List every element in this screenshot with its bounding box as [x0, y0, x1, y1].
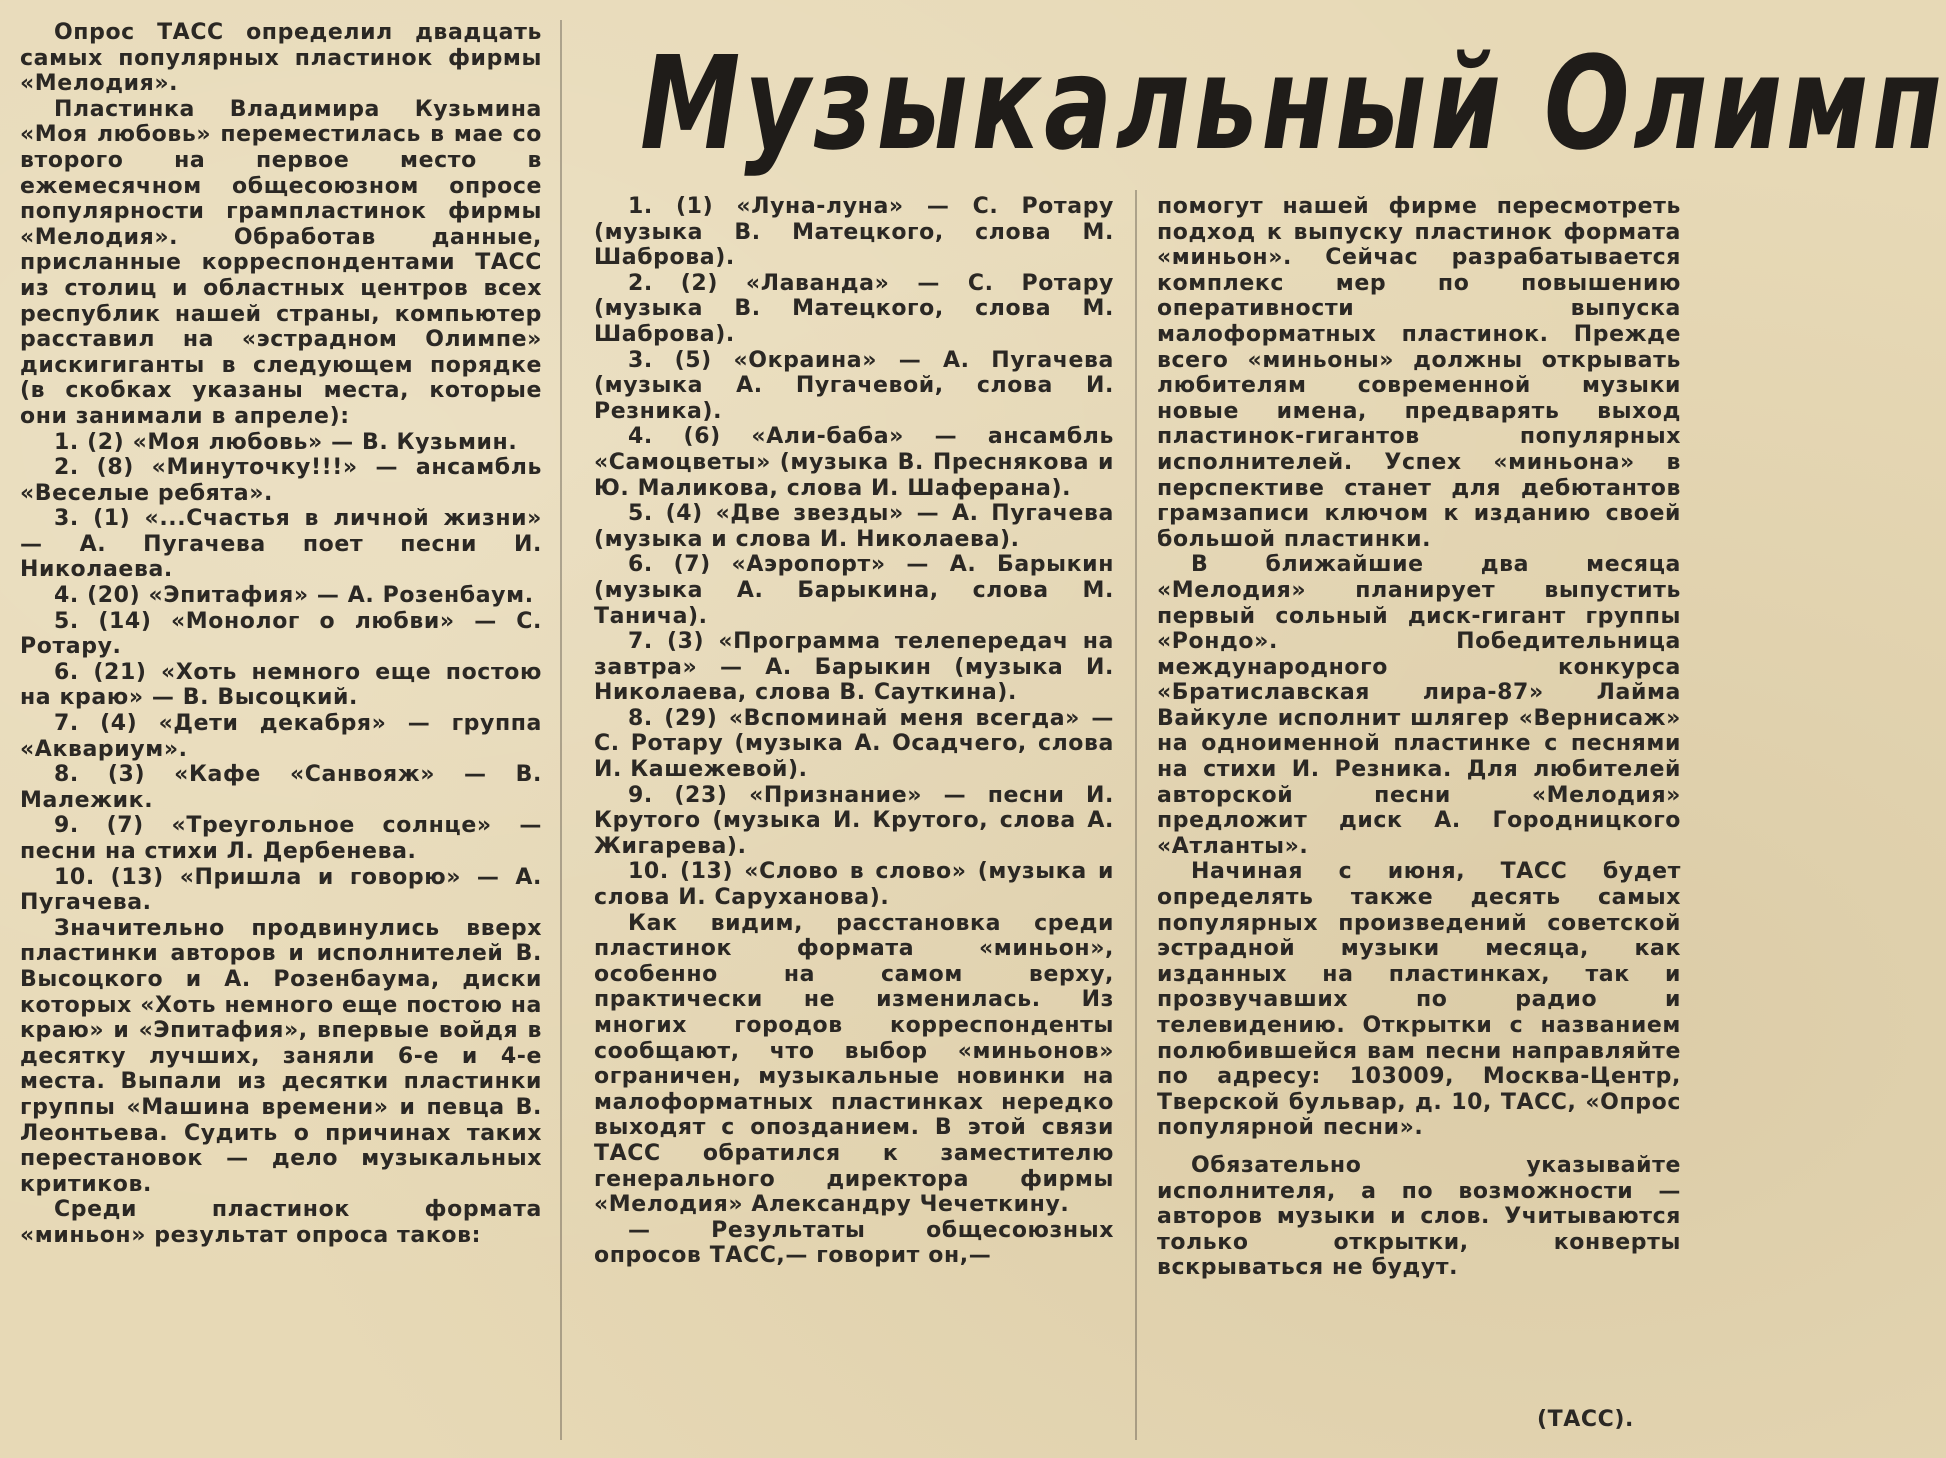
body-paragraph: Обязательно указывайте исполнителя, а по возможности — авторов музыки и слов. Учитываются только открытки, конверты вскрываться не будут. — [1157, 1152, 1681, 1281]
chart-entry: 7. (4) «Дети декабря» — группа «Аквариум». — [20, 711, 542, 762]
column-divider — [1135, 190, 1137, 1440]
minion-entry: 8. (29) «Вспоминай меня всегда» — С. Ротару (музыка А. Осадчего, слова И. Кашежевой). — [594, 705, 1114, 783]
minion-entry: 1. (1) «Луна-луна» — С. Ротару (музыка В. Матецкого, слова М. Шаброва). — [594, 194, 1114, 271]
body-paragraph: Значительно продвинулись вверх пластинки авторов и исполнителей В. Высоцкого и А. Розенбаума, диски которых «Хоть немного еще постою на краю» и «Эпитафия», впервые войдя в десятку лучших, заняли 6-е и 4-е места. Выпали из десятки пластинки группы «Машина времени» и певца В. Леонтьева. Судить о причинах таких перестановок — дело музыкальных критиков. — [20, 915, 542, 1197]
body-paragraph: Начиная с июня, ТАСС будет определять также десять самых популярных произведений советской эстрадной музыки месяца, как изданных на пластинках, так и прозвучавших по радио и телевидению. Открытки с названием полюбившейся вам песни направляйте по адресу: 103009, Москва-Центр, Тверской бульвар, д. 10, ТАСС, «Опрос популярной песни». — [1157, 859, 1681, 1141]
minion-entry: 5. (4) «Две звезды» — А. Пугачева (музыка и слова И. Николаева). — [594, 501, 1114, 552]
body-paragraph: Как видим, расстановка среди пластинок формата «миньон», особенно на самом верху, практически не изменилась. Из многих городов корреспонденты сообщают, что выбор «миньонов» ограничен, музыкальные новинки на малоформатных пластинках нередко выходят с опозданием. В этой связи ТАСС обратился к заместителю генерального директора фирмы «Мелодия» Александру Чечеткину. — [594, 910, 1114, 1218]
minion-entry: 2. (2) «Лаванда» — С. Ротару (музыка В. Матецкого, слова М. Шаброва). — [594, 270, 1114, 347]
minion-entry: 3. (5) «Окраина» — А. Пугачева (музыка А. Пугачевой, слова И. Резника). — [594, 347, 1114, 424]
minion-entry: 7. (3) «Программа телепередач на завтра» — А. Барыкин (музыка И. Николаева, слова В. Сауткина). — [594, 629, 1114, 706]
chart-entry: 6. (21) «Хоть немного еще постою на краю» — В. Высоцкий. — [20, 659, 542, 711]
minion-entry: 10. (13) «Слово в слово» (музыка и слова И. Саруханова). — [594, 859, 1114, 911]
chart-entry: 2. (8) «Минуточку!!!» — ансамбль «Веселые ребята». — [20, 455, 542, 506]
chart-entry: 10. (13) «Пришла и говорю» — А. Пугачева. — [20, 864, 542, 916]
chart-entry: 5. (14) «Монолог о любви» — С. Ротару. — [20, 608, 542, 660]
agency-signoff: (ТАСС). — [1537, 1407, 1634, 1432]
paragraph-gap — [1157, 1141, 1681, 1153]
body-paragraph: Пластинка Владимира Кузьмина «Моя любовь» переместилась в мае со второго на первое место в ежемесячном общесоюзном опросе популярности грампластинок фирмы «Мелодия». Обработав данные, присланные корреспондентами ТАСС из столиц и областных центров всех республик нашей страны, компьютер расставил на «эстрадном Олимпе» дискигиганты в следующем порядке (в скобках указаны места, которые они занимали в апреле): — [20, 96, 542, 429]
article-column-2 — [594, 194, 1114, 1444]
minion-entry: 4. (6) «Али-баба» — ансамбль «Самоцветы» (музыка В. Преснякова и Ю. Маликова, слова И. Шаферана). — [594, 424, 1114, 501]
article-column-1 — [20, 20, 542, 1440]
column-divider — [560, 20, 562, 1440]
body-paragraph: Среди пластинок формата «миньон» результат опроса таков: — [20, 1197, 542, 1248]
lead-paragraph: Опрос ТАСС определил двадцать самых популярных пластинок фирмы «Мелодия». — [20, 20, 542, 97]
chart-entry: 1. (2) «Моя любовь» — В. Кузьмин. — [54, 429, 518, 455]
chart-entry: 8. (3) «Кафе «Санвояж» — В. Малежик. — [20, 762, 542, 813]
chart-entry: 3. (1) «...Счастья в личной жизни» — А. Пугачева поет песни И. Николаева. — [20, 506, 542, 583]
chart-entry: 4. (20) «Эпитафия» — А. Розенбаум. — [54, 583, 534, 609]
article-title: Музыкальный Олимп — [640, 29, 1946, 179]
article-column-3 — [1157, 194, 1681, 1444]
body-paragraph: — Результаты общесоюзных опросов ТАСС,— говорит он,— — [594, 1217, 1114, 1269]
body-paragraph: В ближайшие два месяца «Мелодия» планирует выпустить первый сольный диск-гигант группы «Рондо». Победительница международного конкурса «Братиславская лира-87» Лайма Вайкуле исполнит шлягер «Вернисаж» на одноименной пластинке с песнями на стихи И. Резника. Для любителей авторской песни «Мелодия» предложит диск А. Городницкого «Атланты». — [1157, 552, 1681, 859]
minion-entry: 9. (23) «Признание» — песни И. Крутого (музыка И. Крутого, слова А. Жигарева). — [594, 782, 1114, 859]
minion-entry: 6. (7) «Аэропорт» — А. Барыкин (музыка А. Барыкина, слова М. Танича). — [594, 552, 1114, 629]
chart-entry: 9. (7) «Треугольное солнце» — песни на стихи Л. Дербенева. — [20, 813, 542, 864]
body-paragraph: помогут нашей фирме пересмотреть подход к выпуску пластинок формата «миньон». Сейчас разрабатывается комплекс мер по повышению оперативности выпуска малоформатных пластинок. Прежде всего «миньоны» должны открывать любителям современной музыки новые имена, предварять выход пластинок-гигантов популярных исполнителей. Успех «миньона» в перспективе станет для дебютантов грамзаписи ключом к изданию своей большой пластинки. — [1157, 194, 1681, 552]
